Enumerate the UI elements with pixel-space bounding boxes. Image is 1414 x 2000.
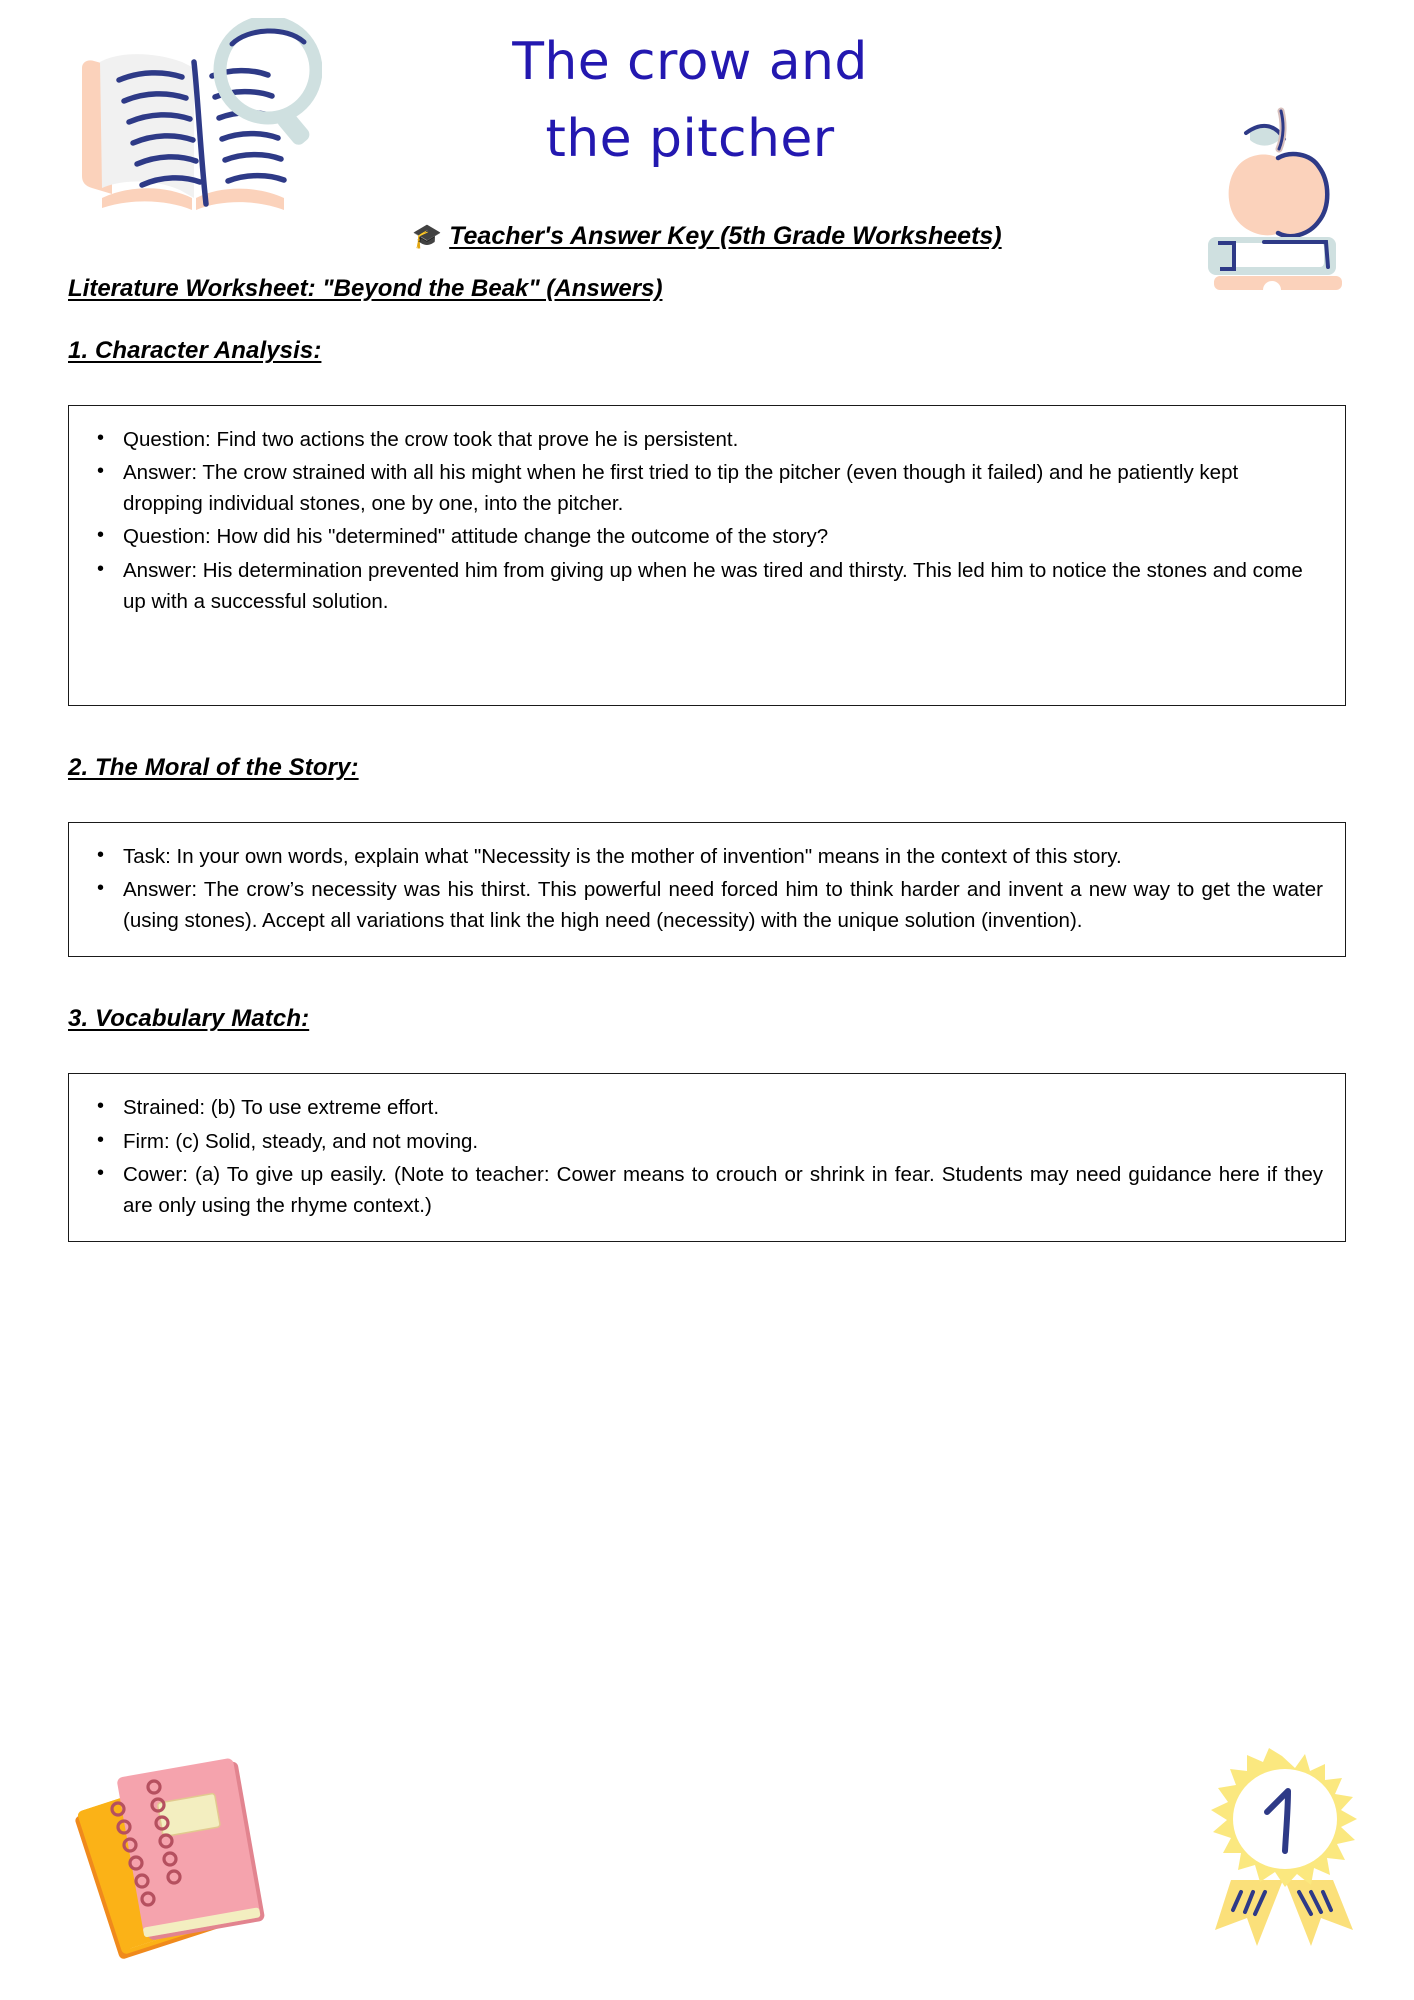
list-item: • Firm: (c) Solid, steady, and not moving. bbox=[121, 1126, 1323, 1157]
list-item: • Answer: The crow’s necessity was his thirst. This powerful need forced him to think harder and invent a new way to get the water (using stones). Accept all variations that link the high need (necessity) with the unique solution (invention). bbox=[121, 874, 1323, 936]
graduation-cap-icon: 🎓 bbox=[412, 223, 443, 250]
open-book-magnifier-icon bbox=[72, 18, 322, 213]
answer-box-vocabulary-match bbox=[68, 1073, 1346, 1242]
worksheet-subtitle: Literature Worksheet: "Beyond the Beak" (Answers) bbox=[68, 275, 663, 302]
apple-on-books-icon bbox=[1180, 95, 1410, 290]
list-item: • Task: In your own words, explain what "Necessity is the mother of invention" means in the context of this story. bbox=[121, 841, 1323, 872]
title-line-2: the pitcher bbox=[545, 108, 835, 169]
list-item: • Answer: His determination prevented him from giving up when he was tired and thirsty. This led him to notice the stones and come up with a successful solution. bbox=[121, 555, 1323, 617]
worksheet-content bbox=[68, 275, 1346, 1242]
answer-key-tagline bbox=[0, 222, 1414, 251]
answer-box-character-analysis bbox=[68, 405, 1346, 706]
list-item: • Question: Find two actions the crow took that prove he is persistent. bbox=[121, 424, 1323, 455]
answer-list-character-analysis bbox=[87, 424, 1323, 617]
answer-box-moral-of-the-story bbox=[68, 822, 1346, 957]
list-item: • Cower: (a) To give up easily. (Note to teacher: Cower means to crouch or shrink in fear. Students may need guidance here if they are only using the rhyme context.) bbox=[121, 1159, 1323, 1221]
award-ribbon-icon bbox=[1185, 1740, 1400, 1980]
answer-list-vocabulary-match bbox=[87, 1092, 1323, 1221]
list-item: • Question: How did his "determined" attitude change the outcome of the story? bbox=[121, 521, 1323, 552]
section-heading-vocabulary-match: 3. Vocabulary Match: bbox=[68, 1005, 310, 1033]
section-heading-character-analysis: 1. Character Analysis: bbox=[68, 337, 322, 364]
title-line-1: The crow and bbox=[512, 32, 868, 92]
answer-list-moral-of-the-story bbox=[87, 841, 1323, 936]
list-item: • Answer: The crow strained with all his might when he first tried to tip the pitcher (even though it failed) and he patiently kept dropping individual stones, one by one, into the pitcher. bbox=[121, 457, 1323, 519]
page-title bbox=[340, 24, 1040, 178]
answer-key-label: Teacher's Answer Key (5th Grade Worksheets) bbox=[449, 222, 1002, 250]
notebooks-icon bbox=[70, 1745, 330, 1975]
list-item: • Strained: (b) To use extreme effort. bbox=[121, 1092, 1323, 1123]
section-heading-moral-of-the-story: 2. The Moral of the Story: bbox=[68, 753, 359, 781]
